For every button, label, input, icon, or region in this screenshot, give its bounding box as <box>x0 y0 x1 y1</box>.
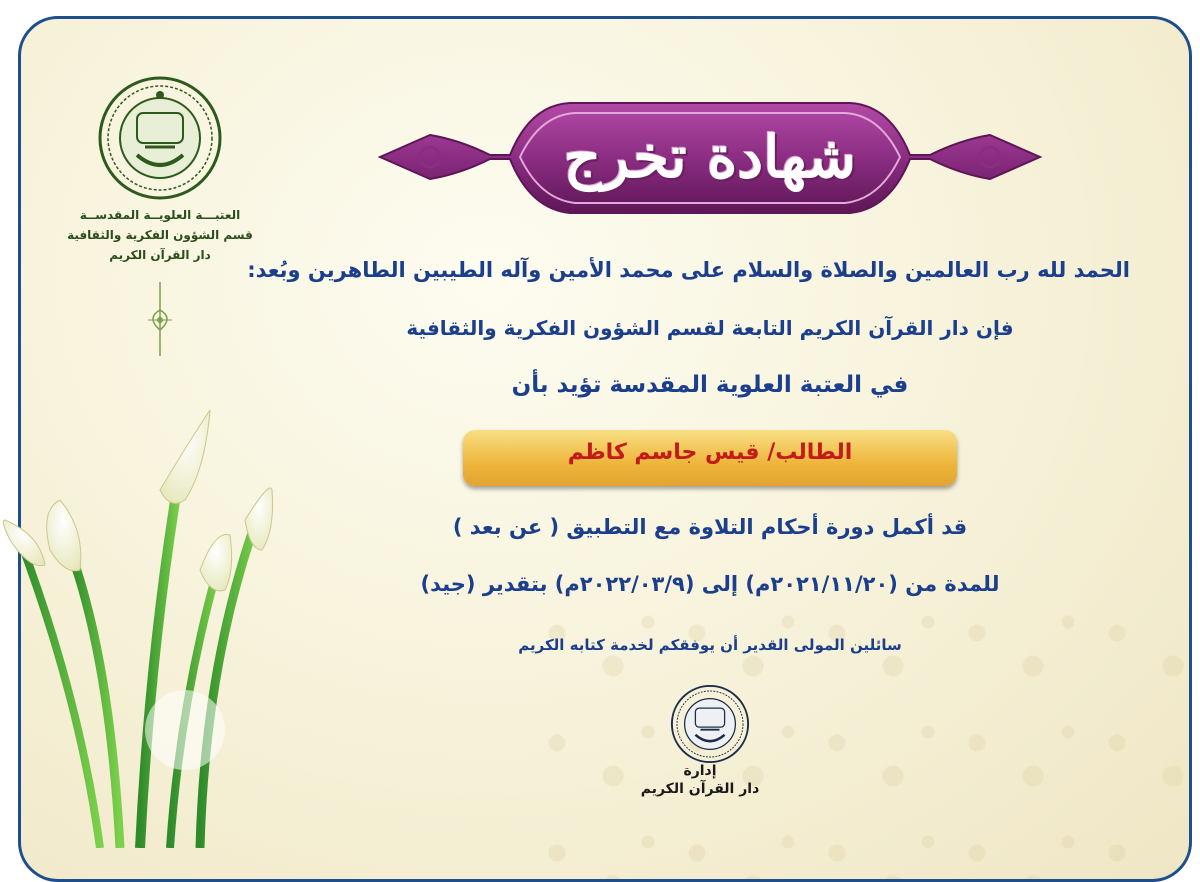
background-pattern <box>529 589 1192 882</box>
signature-block <box>600 762 800 798</box>
organization-line-2: قسم الشؤون الفكرية والثقافية <box>67 228 253 242</box>
organization-block <box>60 205 260 265</box>
period-grade-line: للمدة من (٢٠٢١/١١/٢٠م) إلى (٢٠٢٢/٠٣/٩م) بتقدير (جيد) <box>420 572 1000 596</box>
bottom-seal-emblem-icon <box>670 684 750 764</box>
signature-line-1: إدارة <box>683 763 717 779</box>
confirmation-line: في العتبة العلوية المقدسة تؤيد بأن <box>511 372 909 398</box>
lily-flowers-image <box>0 400 300 852</box>
signature-line-2: دار القرآن الكريم <box>640 781 760 797</box>
organization-line-1: العتبـــة العلويــة المقدســة <box>79 208 241 222</box>
seal-emblem-icon <box>97 75 223 201</box>
certificate-title: شهادة تخرج <box>563 123 857 191</box>
issuer-line: فإن دار القرآن الكريم التابعة لقسم الشؤون الفكرية والثقافية <box>406 316 1014 340</box>
closing-prayer: سائلين المولى القدير أن يوفقكم لخدمة كتابه الكريم <box>518 636 902 654</box>
student-name: الطالب/ قيس جاسم كاظم <box>567 440 853 465</box>
floral-ornament-icon <box>142 282 178 360</box>
opening-praise: الحمد لله رب العالمين والصلاة والسلام على محمد الأمين وآله الطيبين الطاهرين وبُعد: <box>247 258 1130 282</box>
course-line: قد أكمل دورة أحكام التلاوة مع التطبيق ( عن بعد ) <box>452 515 968 539</box>
organization-line-3: دار القرآن الكريم <box>109 248 211 262</box>
